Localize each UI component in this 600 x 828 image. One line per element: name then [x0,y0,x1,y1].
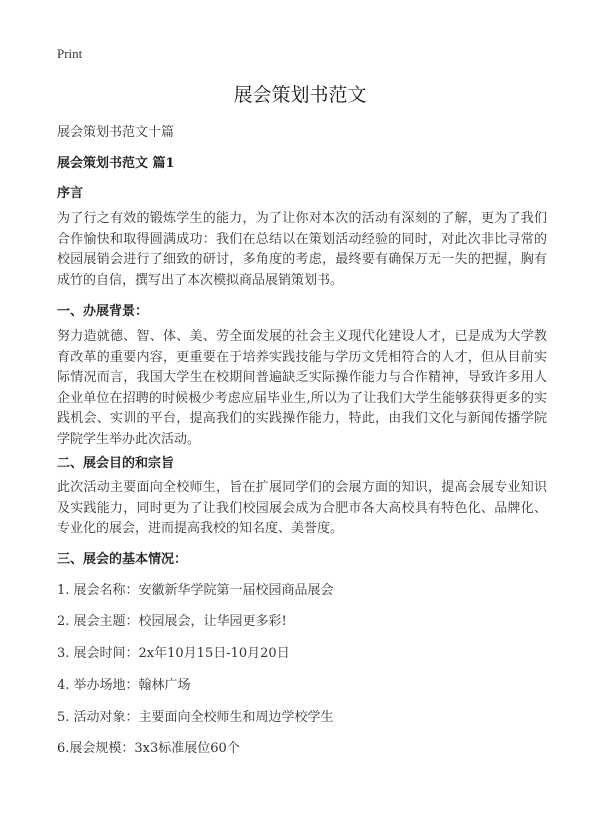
list-item: 1. 展会名称：安徽新华学院第一届校园商品展会 [57,583,334,598]
list-item: 5. 活动对象：主要面向全校师生和周边学校学生 [57,710,334,725]
list-item: 2. 展会主题：校园展会，让华园更多彩! [57,614,287,629]
document-subtitle: 展会策划书范文十篇 [57,125,175,140]
list-item: 3. 展会时间：2x年10月15日-10月20日 [57,646,290,661]
page-title: 展会策划书范文 [233,84,367,106]
list-item: 6.展会规模：3x3标准展位60个 [57,741,240,756]
list-item: 4. 举办场地：翰林广场 [57,678,191,693]
section-paragraph-purpose: 此次活动主要面向全校师生，旨在扩展同学们的会展方面的知识，提高会展专业知识及实践能力，同时更为了让我们校园展会成为合肥市各大高校具有特色化、品牌化、专业化的展会，进而提高我校的知名度、美誉度。 [57,480,547,536]
print-link[interactable]: Print [57,46,83,61]
section-heading-background: 一、办展背景： [57,304,149,319]
section-heading-purpose: 二、展会目的和宗旨 [57,456,175,471]
preface-heading: 序言 [57,186,84,201]
article-heading: 展会策划书范文 篇1 [57,156,175,171]
section-paragraph-background: 努力造就德、智、体、美、劳全面发展的社会主义现代化建设人才，已是成为大学教育改革的重要内容，更重要在于培养实践技能与学历文凭相符合的人才，但从目前实际情况而言，我国大学生在校期间普遍缺乏实际操作能力与合作精神，导致许多用人企业单位在招聘的时候极少考虑应届毕业生,所以为了让我们大学生能够获得更多的实践机会、实训的平台，提高我们的实践操作能力，特此，由我们文化与新闻传播学院学院学生举办此次活动。 [57,329,547,447]
section-heading-basic-info: 三、展会的基本情况： [57,552,188,567]
preface-paragraph: 为了行之有效的锻炼学生的能力，为了让你对本次的活动有深刻的了解，更为了我们合作愉快和取得圆满成功：我们在总结以在策划活动经验的同时，对此次非比寻常的校园展销会进行了细致的研讨，多角度的考虑，最终要有确保万无一失的把握，胸有成竹的自信，撰写出了本次模拟商品展销策划书。 [57,211,547,288]
